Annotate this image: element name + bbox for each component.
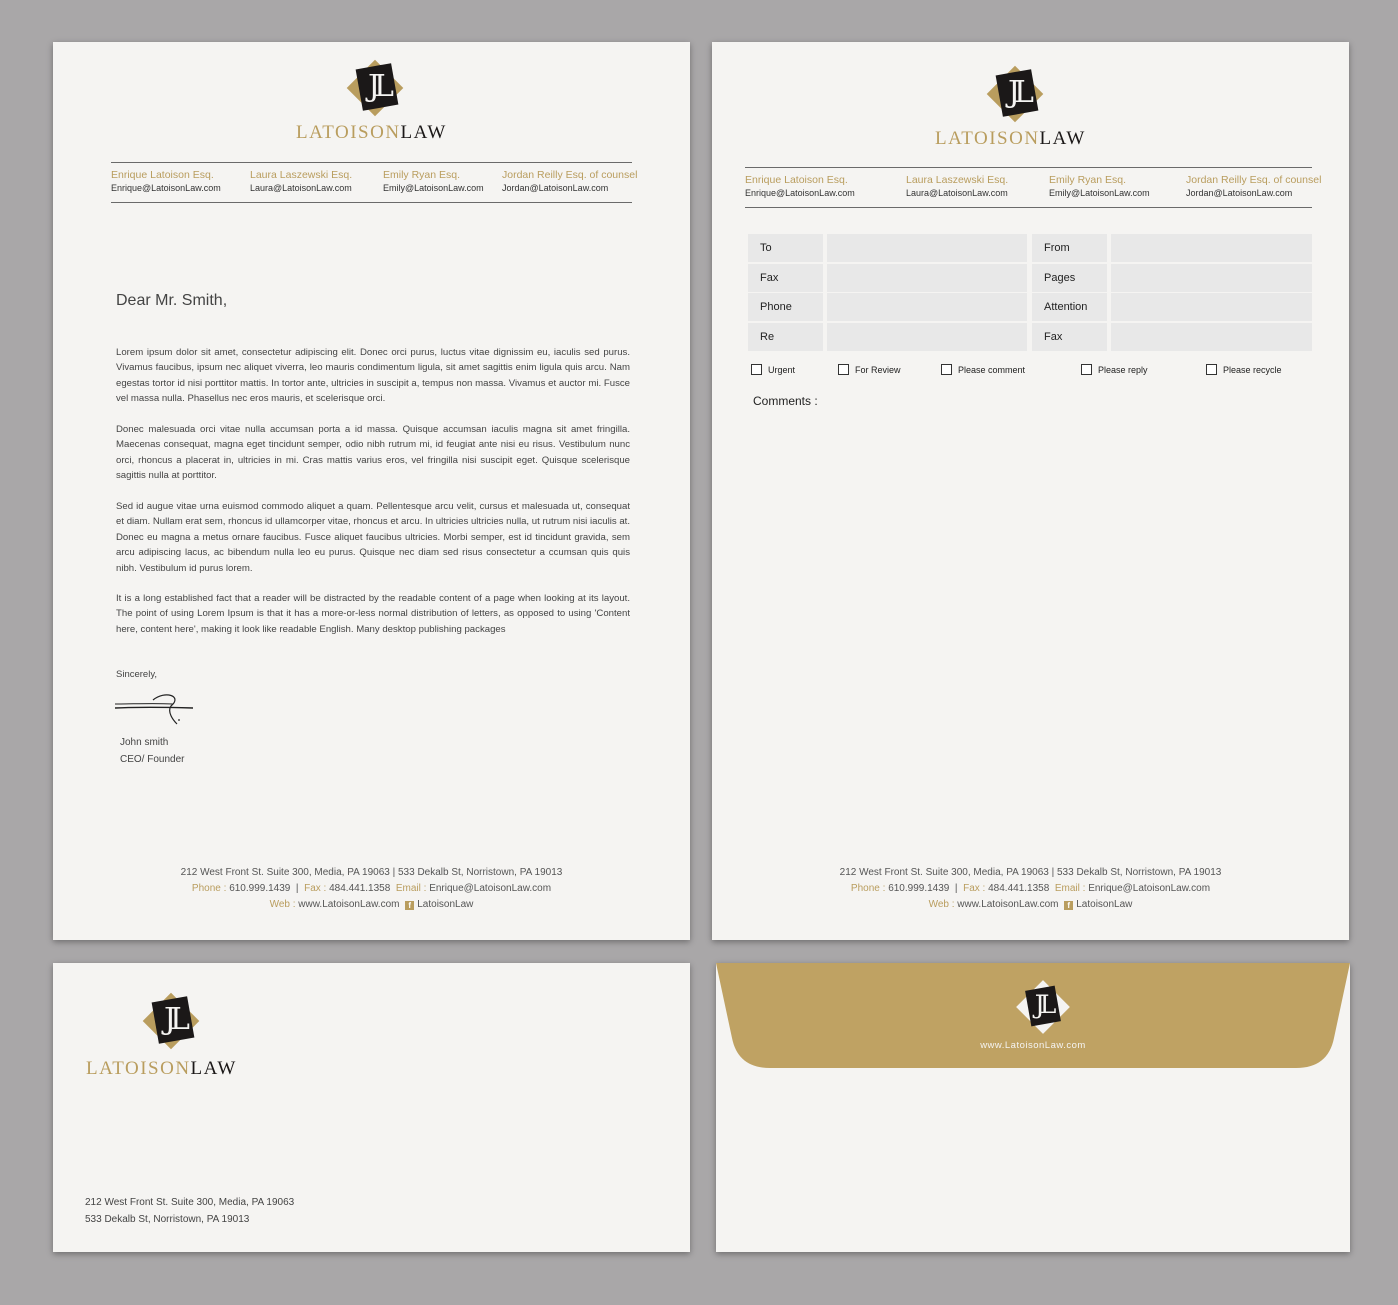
footer-web: Web : www.LatoisonLaw.com f LatoisonLaw (928, 899, 1133, 910)
attorney-item: Enrique Latoison Esq. Enrique@LatoisonLaw.com (745, 174, 855, 198)
body-paragraph: Sed id augue vitae urna euismod commodo aliquet a quam. Pellentesque arcu velit, cursus et malesuada ut, consequat et diam. Nullam erat sem, rhoncus id ullamcorper vitae, rhoncus et arcu. In ultricies ultricies nulla, ut rutrum nisi iaculis at. Donec eu magna a metus ornare faucibus. Fusce aliquet faucibus ultricies. Morbi semper, est id tincidunt gravida, sem arcu adipiscing lacus, ac bibendum nulla leo eu purus. Quisque nec diam sed risus consectetur a ccumsan quis quis nibh. Vestibulum id purus lorem. (116, 501, 630, 574)
letterhead-page (53, 42, 690, 940)
checkbox-please-reply[interactable]: Please reply (1081, 364, 1148, 375)
pages-field[interactable] (1111, 264, 1312, 292)
fax-cover-page (712, 42, 1349, 940)
body-paragraph: Lorem ipsum dolor sit amet, consectetur adipiscing elit. Donec orci purus, luctus vitae dignissim eu, iaculis sed purus. Vivamus faucibus, ipsum nec aliquet viverra, leo mauris condimentum ligula, sit amet sagittis enim ligula quis arcu. Nam egestas tortor id nisi porttitor mattis. In tortor ante, ultricies in suscipit a, tempus non massa. Vivamus et auctor mi. Fusce vel massa nulla. Phasellus nec eros mauris, et scelerisque orci. (116, 347, 630, 405)
flap-web: www.LatoisonLaw.com (980, 1040, 1086, 1051)
wordmark (86, 1058, 237, 1080)
to-field[interactable] (827, 234, 1027, 262)
comments-label: Comments : (753, 394, 818, 408)
wordmark-law: LAW (400, 122, 447, 143)
fax-label-from: From (1032, 234, 1107, 262)
salutation: Dear Mr. Smith, (116, 292, 228, 309)
attorney-item: Emily Ryan Esq. Emily@LatoisonLaw.com (383, 169, 484, 193)
body-paragraph: It is a long established fact that a reader will be distracted by the readable content of a page when looking at its layout. The point of using Lorem Ipsum is that it has a more-or-less normal distribution of letters, as opposed to using 'Content here, content here', making it look like readable English. Many desktop publishing packages (116, 593, 630, 635)
footer-contacts: Phone : 610.999.1439 | Fax : 484.441.1358 Email : Enrique@LatoisonLaw.com (191, 883, 552, 894)
signer-name: John smith (120, 737, 169, 748)
footer-addresses: 212 West Front St. Suite 300, Media, PA 19063 | 533 Dekalb St, Norristown, PA 19013 (839, 867, 1222, 878)
return-address: 212 West Front St. Suite 300, Media, PA 19063 533 Dekalb St, Norristown, PA 19013 (85, 1197, 295, 1225)
fax-label-re: Re (748, 323, 823, 351)
checkbox-please-recycle[interactable]: Please recycle (1206, 364, 1282, 375)
fax-label-attention: Attention (1032, 293, 1107, 321)
page-footer (712, 865, 1349, 913)
phone-field[interactable] (827, 293, 1027, 321)
fax-2-field[interactable] (1111, 323, 1312, 351)
attorney-item: Jordan Reilly Esq. of counsel Jordan@LatoisonLaw.com (502, 169, 638, 193)
footer-web: Web : www.LatoisonLaw.com f LatoisonLaw (269, 899, 474, 910)
wordmark-latoison: LATOISON (296, 122, 401, 143)
signature-image (113, 690, 203, 726)
envelope-back (716, 963, 1350, 1252)
logo-icon: JL (141, 991, 201, 1051)
wordmark-latoison: LATOISON (86, 1058, 191, 1079)
checkbox-urgent[interactable]: Urgent (751, 364, 795, 375)
fax-label-pages: Pages (1032, 264, 1107, 292)
closing: Sincerely, (116, 669, 158, 680)
footer-contacts: Phone : 610.999.1439 | Fax : 484.441.1358 Email : Enrique@LatoisonLaw.com (850, 883, 1211, 894)
envelope-front (53, 963, 690, 1252)
attorney-item: Laura Laszewski Esq. Laura@LatoisonLaw.com (906, 174, 1009, 198)
attorney-item: Emily Ryan Esq. Emily@LatoisonLaw.com (1049, 174, 1150, 198)
checkbox-for-review[interactable]: For Review (838, 364, 901, 375)
wordmark-law: LAW (190, 1058, 237, 1079)
attorney-list (745, 167, 1322, 208)
wordmark (296, 122, 447, 144)
wordmark-law: LAW (1039, 128, 1086, 149)
attorney-item: Laura Laszewski Esq. Laura@LatoisonLaw.com (250, 169, 353, 193)
from-field[interactable] (1111, 234, 1312, 262)
facebook-icon: f (405, 901, 414, 910)
flap-logo-icon: JL (1016, 980, 1070, 1034)
logo-icon: JL (345, 58, 405, 118)
fax-label-phone: Phone (748, 293, 823, 321)
attorney-item: Enrique Latoison Esq. Enrique@LatoisonLaw.com (111, 169, 221, 193)
comments-area[interactable] (748, 414, 1312, 834)
re-field[interactable] (827, 323, 1027, 351)
attorney-item: Jordan Reilly Esq. of counsel Jordan@LatoisonLaw.com (1186, 174, 1322, 198)
fax-label-fax-2: Fax (1032, 323, 1107, 351)
wordmark (935, 128, 1086, 150)
fax-label-fax: Fax (748, 264, 823, 292)
attention-field[interactable] (1111, 293, 1312, 321)
fax-number-field[interactable] (827, 264, 1027, 292)
signer-title: CEO/ Founder (120, 754, 185, 765)
checkbox-please-comment[interactable]: Please comment (941, 364, 1025, 375)
wordmark-latoison: LATOISON (935, 128, 1040, 149)
attorney-list (111, 162, 638, 203)
fax-label-to: To (748, 234, 823, 262)
footer-addresses: 212 West Front St. Suite 300, Media, PA 19063 | 533 Dekalb St, Norristown, PA 19013 (180, 867, 563, 878)
body-paragraph: Donec malesuada orci vitae nulla accumsan porta a id massa. Quisque accumsan iaculis magna sit amet fringilla. Maecenas consequat, magna eget tincidunt semper, odio nibh rutrum mi, id feugiat ante nisi eu risus. Vestibulum nunc orci, rhoncus a placerat in, ultricies in mi. Cras mattis varius eros, vel fringilla nisi suscipit eget. Quisque scelerisque sagittis nulla at porttitor. (116, 424, 630, 482)
page-footer (53, 865, 690, 913)
logo-icon: JL (985, 64, 1045, 124)
facebook-icon: f (1064, 901, 1073, 910)
